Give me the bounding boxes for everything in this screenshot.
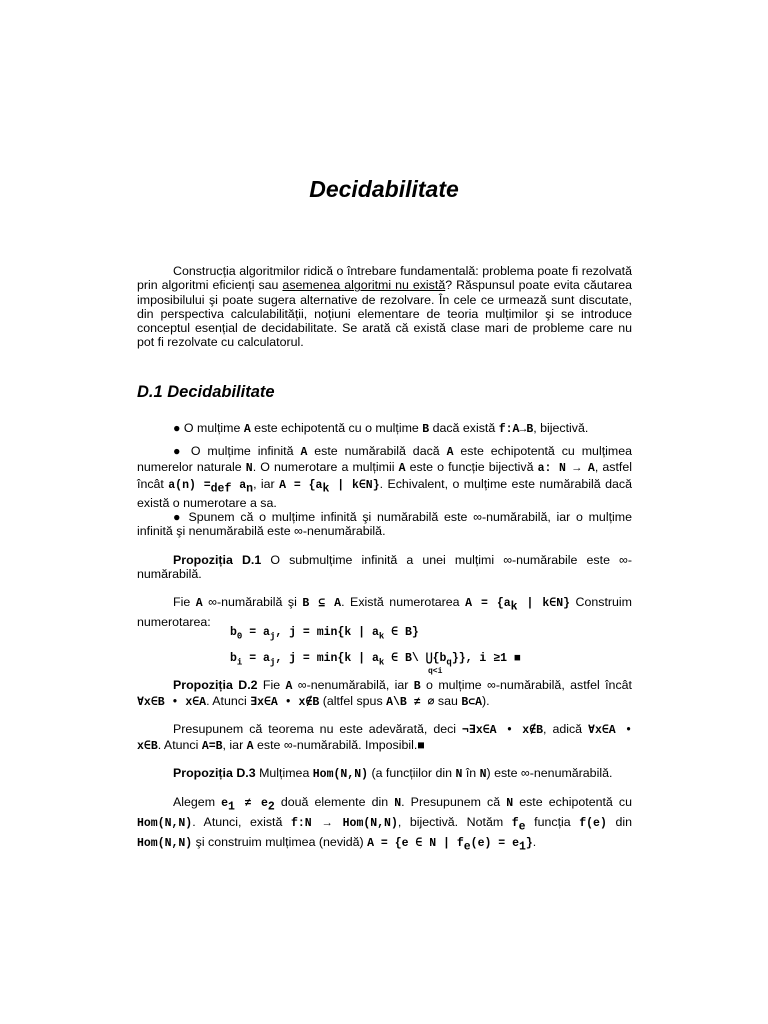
p2-proof-m4: A <box>246 740 254 754</box>
b2-math-A3: A <box>398 462 406 476</box>
p2-proof-m3: A=B <box>201 740 223 754</box>
b2-text-a: ● O mulțime infinită <box>173 444 301 458</box>
b2-text-c: este echipotentă cu mulțimea numerelor naturale <box>137 444 632 475</box>
b2-math-set2: | k∈N} <box>329 478 380 492</box>
p3-c: în <box>462 766 480 780</box>
eq1-k: k <box>378 631 385 642</box>
intro-text-1: Construcția algoritmilor ridică o întrebare fundamentală: problema poate fi rezolvată prin algoritmi eficienți sau <box>137 264 632 293</box>
p2-m2: ∃x∈A • x∉B <box>250 696 320 710</box>
eq2-i: i <box>236 657 243 668</box>
b1-math-A: A <box>243 423 251 436</box>
intro-text-2: ? Răspunsul poate evita căutarea imposibilului şi poate sugera alternative de rezolvare. În cele ce urmează sunt discutate, din perspectiva calculabilității, noțiuni elementare de teoria mulțimilor şi se introduce conceptul esențial de decidabilitate. Se arată că există clase mari de probleme care nu pot fi rezolvate cu calculatorul. <box>137 278 632 350</box>
prop-d2-label: Propoziția D.2 <box>173 678 258 692</box>
p3-pN2: N <box>506 797 514 810</box>
p3-proof-h: din <box>606 814 632 829</box>
p3-fe: f <box>511 816 519 830</box>
p3-e1s: 1 <box>228 800 235 814</box>
section-heading: D.1 Decidabilitate <box>137 383 275 401</box>
p3-proof-i: şi construim mulțimea (nevidă) <box>192 834 368 849</box>
p1-proof-A: A <box>195 597 203 610</box>
b1-math-f: f:A→B <box>498 423 534 436</box>
eq2-e: }}, i ≥1 ■ <box>451 652 521 665</box>
p3-fes: e <box>518 820 526 834</box>
p3-neq: ≠ e <box>234 797 268 810</box>
b2-math-an2: a <box>231 478 247 492</box>
p3-proof-c: . Presupunem că <box>401 795 507 809</box>
p3-d: ) este ∞-nenumărabilă. <box>486 766 613 780</box>
p1-proof-set: A = {a <box>465 597 511 610</box>
bullet-echipotenta <box>137 421 632 437</box>
eq1-j: j <box>269 631 276 642</box>
equation-b0 <box>230 624 419 641</box>
p2-m4: B⊂A <box>461 696 483 710</box>
p3-proof-e: . Atunci, există <box>192 814 291 829</box>
p2-proof-m1: ¬∃x∈A • x∉B <box>462 724 544 737</box>
eq1-d: ∈ B} <box>384 626 419 639</box>
p2-m1: ∀x∈B • x∈A <box>137 696 207 710</box>
p3-fofe: f(e) <box>579 816 607 830</box>
b2-text-h: . Echivalent, o mulțime este numărabilă dacă există o numerotare a sa. <box>137 476 632 511</box>
p3-proof-d: este echipotentă cu <box>513 795 632 809</box>
eq2-b: = a <box>242 652 270 665</box>
b2-text-b: este numărabilă dacă <box>307 444 447 458</box>
b2-math-def: def <box>210 482 232 496</box>
eq1-a: b <box>230 626 237 639</box>
p2-B: B <box>413 680 421 693</box>
p2-m3: A\B ≠ ∅ <box>386 696 435 710</box>
p2-d: . Atunci <box>206 694 251 709</box>
p2-f: sau <box>434 694 462 709</box>
eq2-q: q <box>446 657 452 668</box>
intro-underlined: asemenea algoritmi nu există <box>282 278 446 293</box>
p3-setA3: 1 <box>518 840 526 853</box>
p1-proof-d: Construim numerotarea: <box>137 595 633 629</box>
b1-text-c: dacă există <box>429 421 499 435</box>
eq2-a: b <box>230 652 237 665</box>
b2-text-f: , astfel încât <box>137 460 632 491</box>
b1-text-b: este echipotentă cu o mulțime <box>250 421 423 435</box>
prop-d2 <box>137 678 632 711</box>
p2-c: o mulțime ∞-numărabilă, astfel încât <box>420 678 632 692</box>
b2-math-n: n <box>246 482 254 496</box>
eq1-0: 0 <box>236 631 243 642</box>
prop-d1-text: O submulțime infinită a unei mulțimi ∞-numărabile este ∞-numărabilă. <box>137 553 632 582</box>
p2-a: Fie <box>257 678 286 692</box>
equation-bi <box>230 650 521 667</box>
p1-proof-a: Fie <box>173 595 196 609</box>
b2-math-set: A = {a <box>279 478 323 492</box>
prop-d3-proof <box>137 795 632 854</box>
p2-proof-c: . Atunci <box>157 738 202 753</box>
p1-proof-B: B ⊆ A <box>302 597 342 610</box>
p2-e: (altfel spus <box>319 694 387 709</box>
b2-text-g: , iar <box>253 476 280 491</box>
eq2-k: k <box>378 657 385 668</box>
p3-setAs: e <box>463 840 471 853</box>
eq1-b: = a <box>242 626 270 639</box>
p3-proof-g: funcția <box>525 814 580 829</box>
p3-e2s: 2 <box>267 800 275 814</box>
p2-g: ). <box>482 694 490 709</box>
b2-math-A1: A <box>300 446 308 459</box>
p2-A: A <box>285 680 293 693</box>
b1-math-B: B <box>422 423 430 436</box>
prop-d3-label: Propoziția D.3 <box>173 766 256 780</box>
page-title: Decidabilitate <box>309 176 459 202</box>
union-subscript: q<i <box>428 667 443 676</box>
p1-proof-c: . Există numerotarea <box>341 595 466 609</box>
p3-pf: f:N → Hom(N,N) <box>290 816 398 830</box>
p1-proof-k: k <box>510 600 518 614</box>
b2-math-func: a: N → A <box>537 462 595 476</box>
p3-proof-f: , bijectivă. Notăm <box>397 814 512 829</box>
prop-d1 <box>137 553 632 582</box>
eq2-j: j <box>269 657 276 668</box>
p2-proof-e: este ∞-numărabilă. Imposibil.■ <box>253 738 425 753</box>
p3-setA4: } <box>525 836 533 850</box>
p3-proof-j: . <box>532 834 537 849</box>
p2-proof-b: , adică <box>543 722 589 736</box>
bullet-infinita: ● Spunem că o mulțime infinită şi numărabilă este ∞-numărabilă, iar o mulțime infinită şi nenumărabilă este ∞-nenumărabilă. <box>137 510 632 539</box>
p3-N1: N <box>455 768 463 781</box>
b2-math-N: N <box>245 462 253 476</box>
p2-proof-d: , iar <box>222 738 247 753</box>
p2-proof-m2: ∀x∈A • x∈B <box>137 724 633 754</box>
p3-b: (a funcțiilor din <box>368 766 456 780</box>
p2-proof-a: Presupunem că teorema nu este adevărată, deci <box>173 722 463 736</box>
b2-math-an: a(n) = <box>168 478 211 492</box>
intro-paragraph <box>137 264 632 350</box>
p3-proof-b: două elemente din <box>274 795 395 809</box>
b1-text: ● O mulțime <box>173 421 244 435</box>
b1-text-d: , bijectivă. <box>533 421 589 435</box>
p3-setA: A = {e ∈ N | f <box>367 836 464 850</box>
eq2-d: ∈ B\ ⋃{b <box>384 652 447 665</box>
bullet-numarabila <box>137 444 632 511</box>
b2-text-e: este o funcție bijectivă <box>405 460 538 475</box>
p3-N2: N <box>479 768 487 781</box>
b2-math-A2: A <box>446 446 454 459</box>
p3-setA2: (e) = e <box>470 836 519 850</box>
prop-d3 <box>137 766 632 782</box>
p1-proof-b: ∞-numărabilă şi <box>202 595 303 609</box>
prop-d2-proof <box>137 722 632 755</box>
p3-proof-a: Alegem <box>173 795 222 809</box>
eq2-c: , j = min{k | a <box>275 652 379 665</box>
p3-e1: e <box>221 797 229 810</box>
b2-math-k: k <box>322 482 330 496</box>
p3-phom2: Hom(N,N) <box>137 836 193 850</box>
eq1-c: , j = min{k | a <box>275 626 379 639</box>
p3-phom1: Hom(N,N) <box>137 816 193 830</box>
p2-b: ∞-nenumărabilă, iar <box>292 678 414 692</box>
p3-pN1: N <box>394 797 402 810</box>
b2-text-d: . O numerotare a mulțimii <box>252 460 399 475</box>
p3-a: Mulțimea <box>255 766 313 780</box>
p1-proof-set2: | k∈N} <box>517 597 571 610</box>
prop-d1-label: Propoziția D.1 <box>173 553 262 567</box>
p3-hom: Hom(N,N) <box>312 768 368 781</box>
